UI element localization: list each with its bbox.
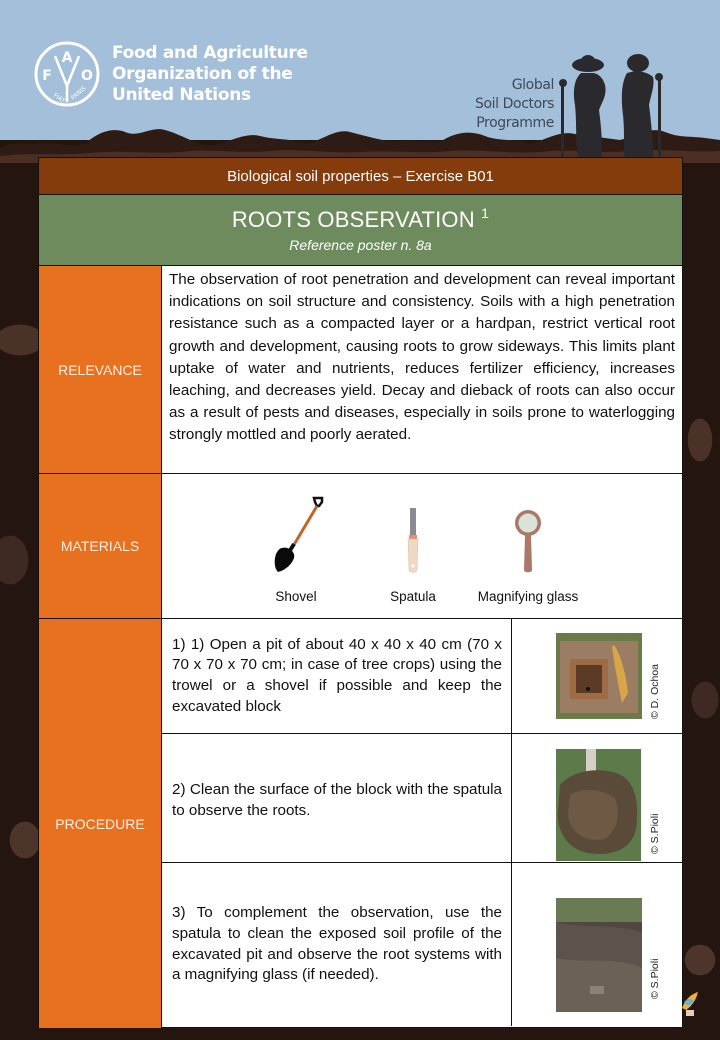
materials-section (39, 474, 682, 619)
mascot-icon (680, 988, 700, 1018)
step-text: 1) 1) Open a pit of about 40 x 40 x 40 cm (70 x 70 x 70 x 70 cm; in case of tree crops) using the trowel or a shovel if possible and keep the excavated block (162, 619, 512, 733)
step-media (512, 734, 682, 862)
magnifying-glass-icon (513, 508, 543, 574)
procedure-step (162, 734, 682, 863)
soil-doctors-silhouette-icon (555, 25, 675, 160)
title-footnote-marker: 1 (481, 205, 490, 221)
programme-line: Soil Doctors (474, 96, 554, 112)
programme-name (475, 76, 554, 133)
step-text: 3) To complement the observation, use the spatula to clean the exposed soil profile of the excavated pit and observe the root systems with a magnifying glass (if needed). (162, 863, 512, 1026)
svg-text:FIAT: FIAT (51, 91, 67, 105)
svg-text:F: F (42, 68, 52, 84)
procedure-steps (162, 619, 682, 1028)
photo-credit: © D. Ochoa (649, 663, 661, 719)
org-name-line: Organization of the (112, 64, 293, 84)
exercise-label: Biological soil properties – Exercise B01 (227, 167, 494, 185)
org-name-line: United Nations (112, 85, 251, 105)
materials-label: MATERIALS (39, 474, 162, 618)
svg-text:O: O (81, 68, 93, 84)
soil-block-photo (556, 749, 641, 861)
relevance-label: RELEVANCE (39, 266, 162, 473)
step-media (512, 619, 682, 733)
step-text: 2) Clean the surface of the block with the spatula to observe the roots. (162, 734, 512, 862)
exercise-sheet (38, 157, 683, 1028)
pit-photo (556, 633, 642, 719)
svg-text:A: A (61, 50, 73, 66)
fao-logo (33, 40, 101, 108)
svg-text:PANIS: PANIS (69, 84, 88, 102)
programme-line: Programme (476, 115, 554, 131)
photo-credit: © S.Pioli (649, 813, 661, 854)
org-name-line: Food and Agriculture (112, 43, 308, 63)
material-item (358, 474, 468, 618)
material-caption: Shovel (275, 589, 317, 604)
procedure-section (39, 619, 682, 1028)
soil-profile-photo (556, 898, 642, 1012)
exercise-band (39, 158, 682, 195)
step-media (512, 863, 682, 1026)
title-text: ROOTS OBSERVATION (231, 207, 475, 232)
procedure-step (162, 619, 682, 734)
title-band (39, 195, 682, 266)
material-caption: Spatula (390, 589, 436, 604)
material-item (258, 474, 334, 618)
programme-line: Global (511, 77, 554, 93)
photo-credit: © S.Pioli (649, 958, 661, 999)
materials-list (162, 474, 682, 618)
spatula-icon (403, 508, 423, 574)
procedure-label: PROCEDURE (39, 619, 162, 1028)
page-title (39, 205, 682, 233)
relevance-text: The observation of root penetration and development can reveal important indications on soil structure and consistency. Soils with a high penetration resistance such as a compacted layer or a hardpan, restrict vertical root growth and development, causing roots to grow sideways. This limits plant uptake of water and nutrients, reduces fertilizer efficiency, increases leaching, and decreases yield. Decay and dieback of roots can also occur as a result of pests and diseases, especially in soils prone to waterlogging strongly mottled and poorly aerated. (169, 271, 675, 444)
relevance-section (39, 266, 682, 474)
material-item (468, 474, 588, 618)
reference-poster-subtitle: Reference poster n. 8a (289, 237, 432, 253)
material-caption: Magnifying glass (477, 589, 579, 604)
shovel-icon (266, 492, 326, 574)
organization-name (112, 43, 308, 106)
procedure-step (162, 863, 682, 1026)
